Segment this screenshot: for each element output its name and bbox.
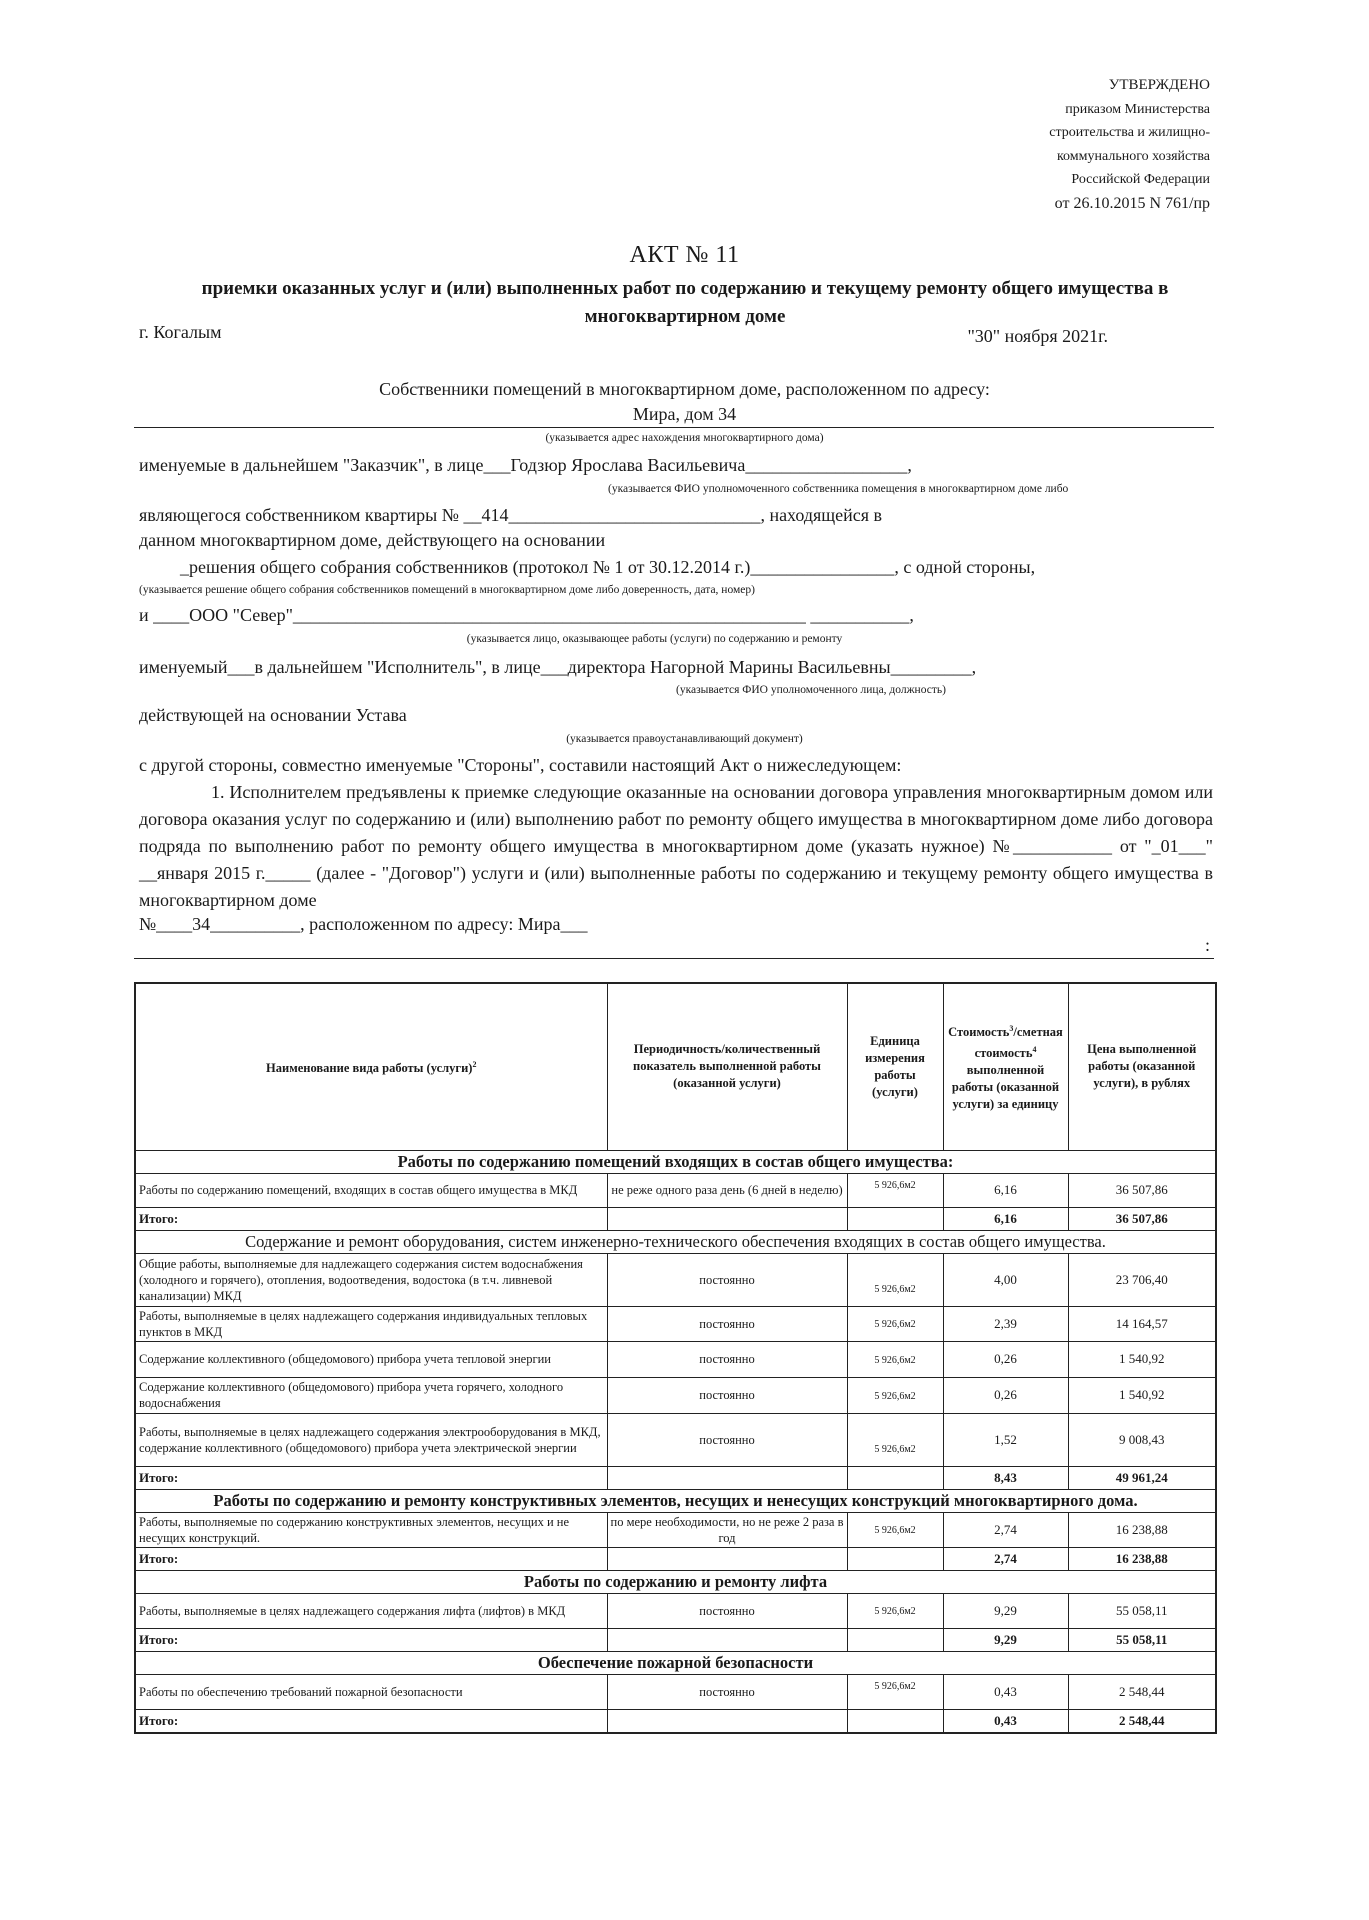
- approval-line: коммунального хозяйства: [1056, 148, 1210, 164]
- header-cost: Стоимость$^3$/сметная стоимость$^4$ выполненной работы (оказанной услуги) за единицу: [943, 983, 1068, 1150]
- basis-line: _решения общего собрания собственников (протокол № 1 от 30.12.2014 г.)________________, с одной стороны,: [180, 557, 1036, 577]
- house-address: Мира, дом 34: [632, 404, 737, 424]
- customer-line: именуемые в дальнейшем "Заказчик", в лице___Годзюр Ярослава Васильевича__________________,: [139, 455, 912, 475]
- act-title: АКТ № 11: [629, 242, 740, 268]
- closing-line: с другой стороны, совместно именуемые "Стороны", составили настоящий Акт о нижеследующем:: [139, 755, 902, 775]
- table-row: Содержание коллективного (общедомового) прибора учета тепловой энергии постоянно 5 926,6м2 0,26 1 540,92: [135, 1341, 1216, 1377]
- approval-block: [1049, 74, 1210, 215]
- executor-line: именуемый___в дальнейшем "Исполнитель", в лице___директора Нагорной Марины Васильевны_________,: [139, 657, 977, 677]
- act-date: "30" ноября 2021г.: [967, 326, 1108, 346]
- header-price: Цена выполненной работы (оказанной услуги), в рублях: [1068, 983, 1216, 1150]
- section-header: Работы по содержанию и ремонту лифта: [135, 1570, 1216, 1593]
- contractor-line: и ____ООО "Север"_________________________________________________________ ___________,: [139, 605, 914, 625]
- basis-hint: (указывается решение общего собрания собственников помещений в многоквартирном доме либо доверенность, дата, номер): [139, 584, 755, 596]
- header-period: Периодичность/количественный показатель выполненной работы (оказанной услуги): [607, 983, 847, 1150]
- clause-colon: :: [1205, 935, 1211, 955]
- contractor-hint: (указывается лицо, оказывающее работы (услуги) по содержанию и ремонту: [466, 633, 843, 645]
- section-header: Работы по содержанию и ремонту конструктивных элементов, несущих и ненесущих конструкций многоквартирного дома.: [135, 1489, 1216, 1512]
- table-row: Работы, выполняемые в целях надлежащего содержания электрооборудования в МКД, содержание коллективного (общедомового) прибора учета электрической энергии постоянно 5 926,6м2 1,52 9 008,43: [135, 1413, 1216, 1466]
- works-table: [134, 982, 1217, 1734]
- section-total-row: Итого: 8,43 49 961,24: [135, 1466, 1216, 1489]
- table-row: Работы, выполняемые в целях надлежащего содержания лифта (лифтов) в МКД постоянно 5 926,6м2 9,29 55 058,11: [135, 1593, 1216, 1628]
- section-total-row: Итого: 9,29 55 058,11: [135, 1628, 1216, 1651]
- table-row: Содержание коллективного (общедомового) прибора учета горячего, холодного водоснабжения постоянно 5 926,6м2 0,26 1 540,92: [135, 1377, 1216, 1413]
- section-header: Работы по содержанию помещений входящих в состав общего имущества:: [135, 1150, 1216, 1173]
- clause-1-text: 1. Исполнителем предъявлены к приемке следующие оказанные на основании договора управления многоквартирным домом или договора оказания услуг по содержанию и (или) выполнению работ по ремонту общего имущества в многоквартирном доме либо договора подряда по выполнению работ по ремонту общего имущества в многоквартирном доме (указать нужное) №___________ от "_01___" __января 2015 г._____ (далее - "Договор") услуги и (или) выполненные работы по содержанию и текущему ремонту общего имущества в многоквартирном доме: [139, 782, 1213, 910]
- owners-intro: Собственники помещений в многоквартирном доме, расположенном по адресу:: [379, 379, 990, 399]
- table-row: Работы по обеспечению требований пожарной безопасности постоянно 5 926,6м2 0,43 2 548,44: [135, 1674, 1216, 1709]
- table-row: Работы по содержанию помещений, входящих в состав общего имущества в МКД не реже одного раза день (6 дней в неделю) 5 926,6м2 6,16 36 507,86: [135, 1173, 1216, 1207]
- table-row: Работы, выполняемые по содержанию конструктивных элементов, несущих и не несущих конструкций. по мере необходимости, но не реже 2 раза в год 5 926,6м2 2,74 16 238,88: [135, 1512, 1216, 1547]
- charter-line: действующей на основании Устава: [139, 705, 407, 725]
- table-row: Общие работы, выполняемые для надлежащего содержания систем водоснабжения (холодного и горячего), отопления, водоотведения, водостока (в т.ч. ливневой канализации) МКД постоянно 5 926,6м2 4,00 23 706,40: [135, 1253, 1216, 1306]
- clause-1-last-line: №____34__________, расположенном по адресу: Мира___: [139, 914, 588, 934]
- section-header: Содержание и ремонт оборудования, систем инженерно-технического обеспечения входящих в состав общего имущества.: [135, 1230, 1216, 1253]
- address-underline: [134, 427, 1214, 428]
- header-unit: Единица измерения работы (услуги): [847, 983, 943, 1150]
- address-hint: (указывается адрес нахождения многоквартирного дома): [545, 432, 824, 444]
- table-row: Работы, выполняемые в целях надлежащего содержания индивидуальных тепловых пунктов в МКД постоянно 5 926,6м2 2,39 14 164,57: [135, 1306, 1216, 1341]
- section-total-row: Итого: 0,43 2 548,44: [135, 1709, 1216, 1733]
- city: г. Когалым: [139, 322, 222, 342]
- approval-line: строительства и жилищно-: [1049, 125, 1210, 140]
- owner-apartment-line: являющегося собственником квартиры № __414____________________________, находящейся в: [139, 505, 883, 525]
- executor-hint: (указывается ФИО уполномоченного лица, должность): [676, 684, 946, 696]
- approval-line: приказом Министерства: [1065, 101, 1210, 117]
- section-total-row: Итого: 6,16 36 507,86: [135, 1207, 1216, 1230]
- customer-hint: (указывается ФИО уполномоченного собственника помещения в многоквартирном доме либо: [608, 483, 1069, 495]
- approval-order: от 26.10.2015 N 761/пр: [1054, 194, 1210, 212]
- clause-underline: [134, 958, 1214, 959]
- header-name: Наименование вида работы (услуги)$^2$: [135, 983, 607, 1150]
- section-header: Обеспечение пожарной безопасности: [135, 1651, 1216, 1674]
- approval-line: Российской Федерации: [1071, 172, 1210, 187]
- approval-title: УТВЕРЖДЕНО: [1108, 77, 1210, 93]
- table-header-row: [135, 983, 1216, 1150]
- house-basis-line: данном многоквартирном доме, действующего на основании: [139, 530, 606, 550]
- charter-hint: (указывается правоустанавливающий документ): [566, 733, 803, 745]
- act-subtitle: приемки оказанных услуг и (или) выполненных работ по содержанию и текущему ремонту общего имущества в многоквартирном доме: [201, 278, 1169, 327]
- section-total-row: Итого: 2,74 16 238,88: [135, 1547, 1216, 1570]
